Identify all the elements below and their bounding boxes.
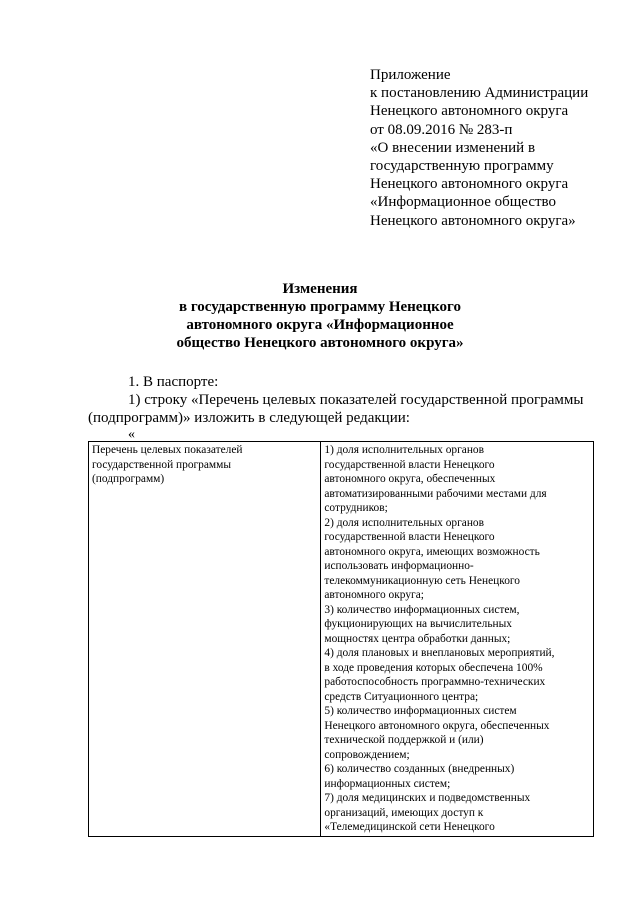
cell-line: мощностях центра обработки данных; xyxy=(324,632,511,645)
appendix-line: Ненецкого автономного округа xyxy=(370,103,569,120)
table-cell-indicators xyxy=(321,442,594,837)
table-row xyxy=(89,442,594,837)
cell-line: сотрудников; xyxy=(324,502,388,514)
title-line: Изменения xyxy=(282,281,358,297)
cell-line: организаций, имеющих доступ к xyxy=(324,806,484,819)
cell-line: сопровождением; xyxy=(324,748,410,761)
cell-line: фукционирующих на вычислительных xyxy=(324,618,512,630)
cell-line: автономного округа, имеющих возможность xyxy=(324,545,540,558)
appendix-block xyxy=(370,66,630,230)
opening-quote: « xyxy=(128,427,135,442)
body-text xyxy=(88,373,608,427)
appendix-line: «О внесении изменений в xyxy=(370,139,536,156)
cell-line: технической поддержкой и (или) xyxy=(324,734,484,746)
cell-line: Ненецкого автономного округа, обеспеченных xyxy=(324,719,550,732)
cell-line: 3) количество информационных систем, xyxy=(324,603,520,616)
appendix-line: к постановлению Администрации xyxy=(370,85,589,102)
cell-line: государственной власти Ненецкого xyxy=(324,531,495,543)
cell-line: в ходе проведения которых обеспечена 100% xyxy=(324,661,543,674)
title-line: автономного округа «Информационное xyxy=(186,317,454,333)
subpoint-1-line-1: 1) строку «Перечень целевых показателей государственной программы xyxy=(128,392,584,408)
cell-line: информационных систем; xyxy=(324,777,451,790)
table-cell-label xyxy=(89,442,321,837)
title-line: общество Ненецкого автономного округа» xyxy=(176,335,464,351)
cell-line: использовать информационно- xyxy=(324,560,474,572)
appendix-line: Приложение xyxy=(370,67,451,83)
cell-line: 4) доля плановых и внеплановых мероприятий, xyxy=(324,647,555,659)
cell-line: государственной власти Ненецкого xyxy=(324,458,495,471)
cell-line: 5) количество информационных систем xyxy=(324,705,517,717)
cell-line: 1) доля исполнительных органов xyxy=(324,444,484,456)
title-line: в государственную программу Ненецкого xyxy=(179,299,461,315)
cell-line: государственной программы xyxy=(92,458,232,471)
cell-line: Перечень целевых показателей xyxy=(92,444,243,456)
cell-line: 6) количество созданных (внедренных) xyxy=(324,763,515,775)
appendix-line: государственную программу xyxy=(370,158,554,175)
appendix-line: Ненецкого автономного округа xyxy=(370,176,569,193)
subpoint-1-line-2: (подпрограмм)» изложить в следующей редакции: xyxy=(88,410,410,426)
appendix-line: Ненецкого автономного округа» xyxy=(370,212,576,229)
cell-line: 7) доля медицинских и подведомственных xyxy=(324,792,531,804)
cell-line: 2) доля исполнительных органов xyxy=(324,516,484,529)
cell-line: автономного округа; xyxy=(324,589,424,601)
point-1: 1. В паспорте: xyxy=(128,374,219,390)
cell-line: телекоммуникационную сеть Ненецкого xyxy=(324,574,520,587)
cell-line: (подпрограмм) xyxy=(92,473,165,485)
cell-line: «Телемедицинской сети Ненецкого xyxy=(324,821,495,833)
document-title xyxy=(0,280,640,352)
appendix-line: «Информационное общество xyxy=(370,194,557,211)
cell-line: автономного округа, обеспеченных xyxy=(324,473,496,485)
indicators-table xyxy=(88,441,594,837)
cell-line: средств Ситуационного центра; xyxy=(324,690,479,703)
appendix-line: от 08.09.2016 № 283-п xyxy=(370,121,513,138)
cell-line: автоматизированными рабочими местами для xyxy=(324,487,547,500)
cell-line: работоспособность программно-технических xyxy=(324,676,546,688)
